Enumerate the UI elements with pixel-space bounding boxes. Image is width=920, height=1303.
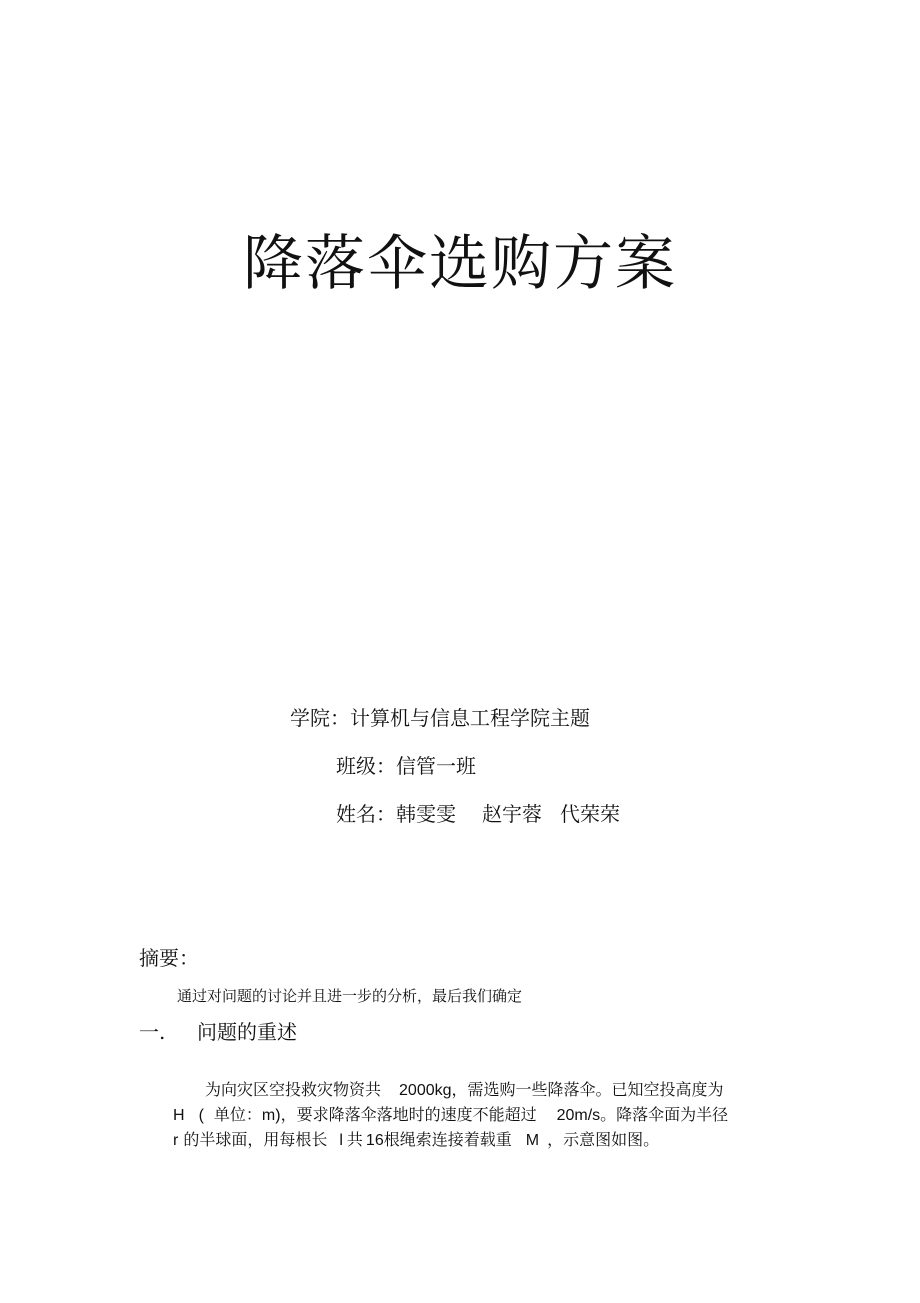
- author-name: 赵宇蓉: [482, 802, 542, 826]
- names-label: 姓名：: [336, 802, 396, 826]
- paragraph-symbol: M: [525, 1132, 540, 1149]
- paragraph-text: 根绳索连接着载重: [383, 1130, 512, 1149]
- paragraph-text: 为向灾区空投救灾物资共: [205, 1080, 382, 1099]
- paragraph-text: 共: [346, 1130, 363, 1149]
- college-value: 计算机与信息工程学院主题: [350, 706, 590, 730]
- paragraph-text: ，示意图如图。: [547, 1130, 660, 1149]
- section-number: 一.: [139, 1020, 166, 1044]
- paragraph-text: ，需选购一些降落伞。已知空投高度为: [451, 1080, 724, 1099]
- paragraph-line-1: [205, 1078, 724, 1103]
- paragraph-symbol: r: [173, 1132, 179, 1149]
- paragraph-value: 2000kg: [399, 1082, 452, 1099]
- paragraph-text: 。降落伞面为半径: [600, 1105, 729, 1124]
- section-title: 问题的重述: [197, 1020, 297, 1044]
- document-title: 降落伞选购方案: [243, 229, 677, 299]
- abstract-text: 通过对问题的讨论并且进一步的分析，最后我们确定: [177, 987, 523, 1005]
- paragraph-text: (: [198, 1107, 204, 1124]
- paragraph-line-2: [173, 1103, 728, 1128]
- class-value: 信管一班: [396, 754, 476, 778]
- paragraph-value: 20m/s: [556, 1107, 601, 1124]
- paragraph-symbol: m): [261, 1107, 281, 1124]
- paragraph-text: ，要求降落伞落地时的速度不能超过: [280, 1105, 537, 1124]
- class-label: 班级：: [336, 754, 396, 778]
- author-name: 代荣荣: [560, 802, 620, 826]
- section-heading: [139, 1018, 297, 1046]
- abstract-heading: 摘要：: [139, 946, 199, 970]
- college-line: [290, 704, 590, 732]
- paragraph-text: 的半球面，用每根长: [183, 1130, 328, 1149]
- names-line: [336, 800, 620, 828]
- college-label: 学院：: [290, 706, 350, 730]
- paragraph-line-3: [173, 1128, 659, 1153]
- author-name: 韩雯雯: [396, 802, 456, 826]
- paragraph-value: 16: [365, 1132, 384, 1149]
- paragraph-text: 单位：: [213, 1105, 262, 1124]
- paragraph-symbol: l: [339, 1132, 343, 1149]
- paragraph-symbol: H: [173, 1107, 185, 1124]
- class-line: [336, 752, 476, 780]
